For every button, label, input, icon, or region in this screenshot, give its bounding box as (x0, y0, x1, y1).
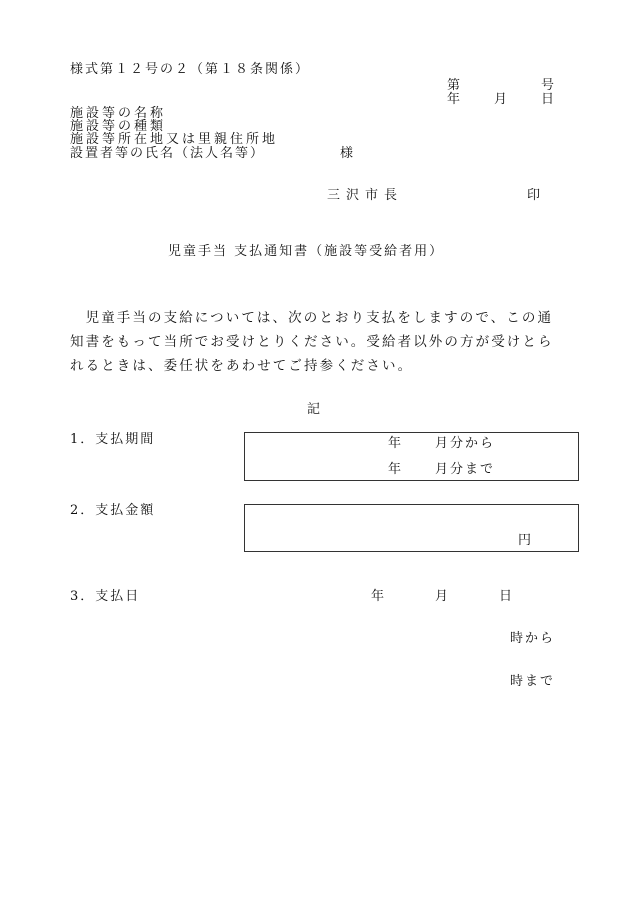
payment-date-month: 月 (435, 589, 449, 604)
payment-date-day: 日 (499, 589, 513, 604)
period-from-text: 月分から (435, 436, 496, 451)
period-to-year: 年 (388, 462, 402, 477)
period-to-text: 月分まで (435, 462, 496, 477)
seal-mark: 印 (527, 188, 541, 203)
date-month-label: 月 (494, 92, 508, 107)
document-title: 児童手当 支払通知書（施設等受給者用） (168, 244, 445, 259)
payment-time-from: 時から (510, 631, 556, 646)
payment-amount-box (244, 504, 579, 552)
doc-number-prefix: 第 (447, 78, 461, 93)
body-line-3: れるときは、委任状をあわせてご持参ください。 (70, 358, 414, 374)
date-day-label: 日 (541, 92, 555, 107)
facility-type-label: 施設等の種類 (70, 119, 167, 134)
body-line-2: 知書をもって当所でお受けとりください。受給者以外の方が受けとら (70, 334, 554, 350)
form-number: 様式第１２号の２（第１８条関係） (70, 62, 311, 77)
honorific-label: 様 (340, 146, 354, 161)
body-line-1: 児童手当の支給については、次のとおり支払をしますので、この通 (70, 310, 554, 326)
period-from-year: 年 (388, 436, 402, 451)
payment-time-to: 時まで (510, 674, 556, 689)
facility-address-label: 施設等所在地又は里親住所地 (70, 132, 279, 147)
mayor-label: 三沢市長 (327, 188, 404, 203)
doc-number-suffix: 号 (541, 78, 555, 93)
payment-amount-label: 2．支払金額 (70, 503, 156, 518)
payment-period-label: 1．支払期間 (70, 432, 156, 447)
amount-unit: 円 (518, 533, 532, 548)
payment-period-box (244, 432, 579, 481)
payment-date-label: 3．支払日 (70, 589, 141, 604)
founder-name-label: 設置者等の氏名（法人名等） (70, 146, 266, 161)
facility-name-label: 施設等の名称 (70, 106, 167, 121)
date-year-label: 年 (447, 92, 461, 107)
payment-date-year: 年 (371, 589, 385, 604)
ki-label: 記 (307, 402, 321, 417)
